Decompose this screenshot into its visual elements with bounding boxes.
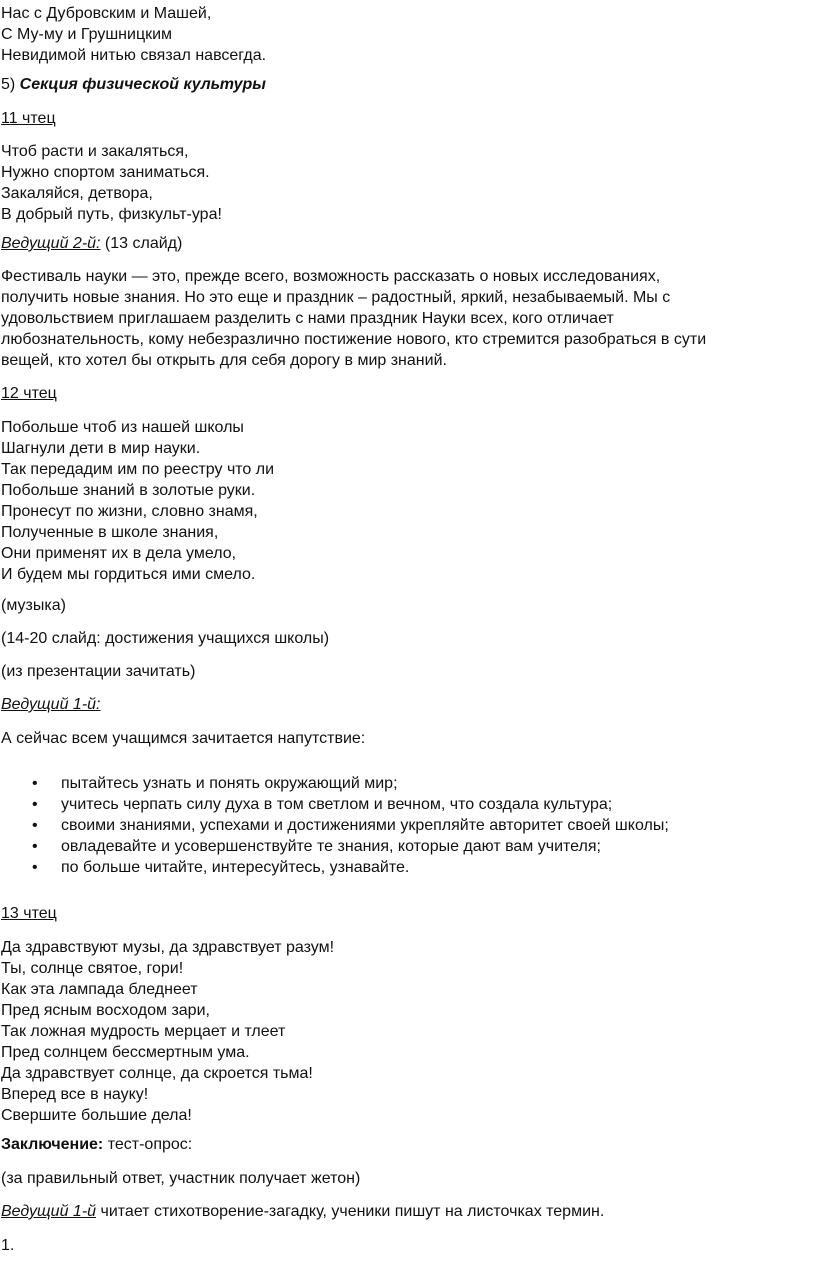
speech-line: удовольствием приглашаем разделить с нами праздник Науки всех, кого отличает <box>1 310 614 327</box>
verse-line: Так ложная мудрость мерцает и тлеет <box>1 1023 286 1040</box>
verse-line: Пред ясным восходом зари, <box>1 1002 210 1019</box>
final-line <box>1 1201 604 1222</box>
verse-line: В добрый путь, физкульт-ура! <box>1 206 222 223</box>
verse-line: Чтоб расти и закаляться, <box>1 143 189 160</box>
verse-line: Ты, солнце святое, гори! <box>1 960 184 977</box>
conclusion-note: (за правильный ответ, участник получает жетон) <box>1 1170 361 1187</box>
verse-line: Полученные в школе знания, <box>1 524 219 541</box>
farewell-list <box>0 773 816 878</box>
host-speech <box>1 266 706 371</box>
poem-line: С Му-му и Грушницким <box>1 26 173 43</box>
verse-line: Пронесут по жизни, словно знамя, <box>1 503 258 520</box>
verse-line: Свершите большие дела! <box>1 1107 192 1124</box>
host-speech-intro: А сейчас всем учащимся зачитается напутствие: <box>1 730 366 747</box>
verse-line: Да здравствуют музы, да здравствует разум! <box>1 939 335 956</box>
verse-line: Побольше знаний в золотые руки. <box>1 482 256 499</box>
list-item <box>0 815 816 836</box>
speech-line: получить новые знания. Но это еще и праздник – радостный, яркий, незабываемый. Мы с <box>1 289 671 306</box>
bullet-icon: • <box>32 796 38 813</box>
verse-line: Да здравствует солнце, да скроется тьма! <box>1 1065 313 1082</box>
list-item <box>0 857 816 878</box>
poem-intro <box>1 3 266 66</box>
host-note: (13 слайд) <box>100 235 183 252</box>
list-item <box>0 836 816 857</box>
poem-line: Нас с Дубровским и Машей, <box>1 5 212 22</box>
bullet-icon: • <box>32 838 38 855</box>
section-title: Секция физической культуры <box>19 76 266 93</box>
bullet-icon: • <box>32 859 38 876</box>
speech-line: вещей, кто хотел бы открыть для себя дорогу в мир знаний. <box>1 352 447 369</box>
final-text: читает стихотворение-загадку, ученики пишут на листочках термин. <box>96 1203 605 1220</box>
list-item-text: пытайтесь узнать и понять окружающий мир; <box>61 775 398 792</box>
reader-label: 11 чтец <box>1 110 56 127</box>
verse-line: Вперед все в науку! <box>1 1086 149 1103</box>
list-item-text: овладевайте и усовершенствуйте те знания, которые дают вам учителя; <box>61 838 601 855</box>
verse-line: Так передадим им по реестру что ли <box>1 461 275 478</box>
reader-verse <box>1 141 222 225</box>
reader-verse <box>1 937 334 1126</box>
host-label: Ведущий 1-й: <box>1 696 101 713</box>
verse-line: Пред солнцем бессмертным ума. <box>1 1044 250 1061</box>
bullet-icon: • <box>32 817 38 834</box>
numbered-item: 1. <box>1 1237 15 1254</box>
list-item-text: своими знаниями, успехами и достижениями укрепляйте авторитет своей школы; <box>61 817 669 834</box>
host-line <box>1 233 182 254</box>
stage-note: (музыка) <box>1 597 66 614</box>
list-item-text: учитесь черпать силу духа в том светлом и вечном, что создала культура; <box>61 796 613 813</box>
host-label: Ведущий 1-й <box>1 1203 97 1220</box>
list-item <box>0 773 816 794</box>
list-item-text: по больше читайте, интересуйтесь, узнавайте. <box>61 859 410 876</box>
stage-note: (14-20 слайд: достижения учащихся школы) <box>1 630 330 647</box>
list-item <box>0 794 816 815</box>
bullet-icon: • <box>32 775 38 792</box>
conclusion-line <box>1 1134 192 1155</box>
host-label: Ведущий 2-й: <box>1 235 101 252</box>
verse-line: Закаляйся, детвора, <box>1 185 153 202</box>
section-number: 5) <box>1 76 20 93</box>
conclusion-label: Заключение: <box>1 1136 104 1153</box>
speech-line: любознательность, кому небезразлично постижение нового, кто стремится разобраться в сути <box>1 331 707 348</box>
verse-line: Они применят их в дела умело, <box>1 545 237 562</box>
reader-label: 13 чтец <box>1 905 57 922</box>
reader-label: 12 чтец <box>1 385 57 402</box>
poem-line: Невидимой нитью связал навсегда. <box>1 47 267 64</box>
verse-line: Побольше чтоб из нашей школы <box>1 419 244 436</box>
conclusion-text: тест-опрос: <box>103 1136 193 1153</box>
reader-verse <box>1 417 274 585</box>
verse-line: Как эта лампада бледнеет <box>1 981 198 998</box>
verse-line: Шагнули дети в мир науки. <box>1 440 201 457</box>
section-heading <box>1 74 266 95</box>
verse-line: Нужно спортом заниматься. <box>1 164 210 181</box>
speech-line: Фестиваль науки — это, прежде всего, возможность рассказать о новых исследованиях, <box>1 268 661 285</box>
verse-line: И будем мы гордиться ими смело. <box>1 566 256 583</box>
stage-note: (из презентации зачитать) <box>1 663 196 680</box>
